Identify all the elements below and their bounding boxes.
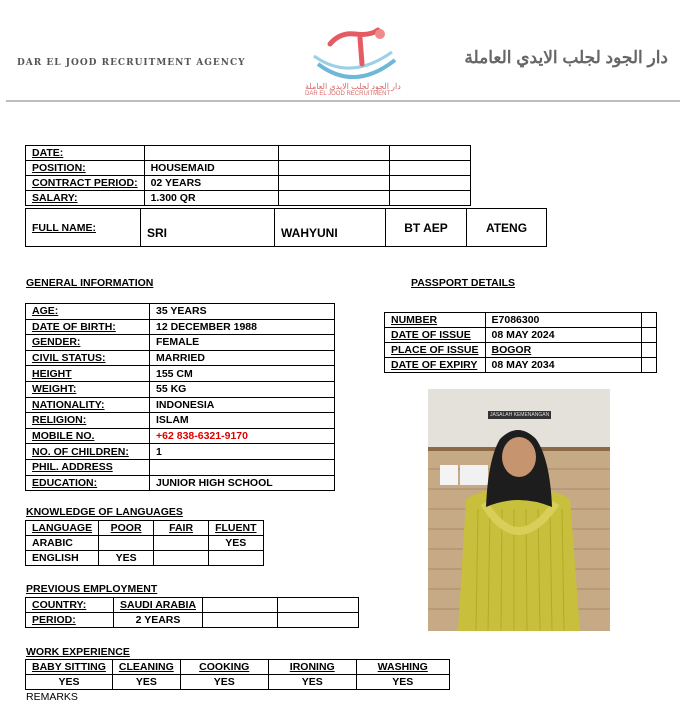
period-label: PERIOD: — [26, 613, 114, 628]
passport-date-of-expiry-label: DATE OF EXPIRY — [385, 358, 486, 373]
empty-cell — [278, 161, 389, 176]
table-row — [26, 475, 335, 491]
previous-employment-title: PREVIOUS EMPLOYMENT — [26, 583, 158, 595]
middle-name: WAHYUNI — [275, 209, 386, 247]
contract-period-label: CONTRACT PERIOD: — [26, 176, 145, 191]
top-info-table — [25, 145, 471, 206]
table-row — [385, 328, 657, 343]
table-row — [385, 358, 657, 373]
work-experience-table — [25, 659, 450, 690]
full-name-table — [25, 208, 547, 247]
language-name: ENGLISH — [26, 551, 99, 566]
empty-cell — [389, 191, 470, 206]
table-row — [26, 413, 335, 429]
position-label: POSITION: — [26, 161, 145, 176]
religion-label: RELIGION: — [26, 413, 150, 429]
full-name-label: FULL NAME: — [26, 209, 141, 247]
empty-cell — [278, 613, 359, 628]
nationality-value: INDONESIA — [150, 397, 335, 413]
date-of-birth-value: 12 DECEMBER 1988 — [150, 319, 335, 335]
logo-text-english: DAR EL JOOD RECRUITMENT — [305, 91, 391, 97]
table-row — [26, 366, 335, 382]
table-row — [26, 304, 335, 320]
experience-header-ironing: IRONING — [268, 660, 356, 675]
experience-value: YES — [268, 675, 356, 690]
empty-cell — [389, 161, 470, 176]
nationality-label: NATIONALITY: — [26, 397, 150, 413]
mobile-no-label: MOBILE NO. — [26, 428, 150, 444]
table-row — [26, 397, 335, 413]
last-name: ATENG — [467, 209, 547, 247]
experience-value: YES — [356, 675, 449, 690]
language-level — [99, 536, 154, 551]
table-row — [26, 675, 450, 690]
passport-date-of-issue-label: DATE OF ISSUE — [385, 328, 486, 343]
header-divider — [6, 100, 680, 102]
height-label: HEIGHT — [26, 366, 150, 382]
experience-header-washing: WASHING — [356, 660, 449, 675]
language-level — [154, 536, 209, 551]
no-of-children-label: NO. OF CHILDREN: — [26, 444, 150, 460]
table-row — [26, 551, 264, 566]
civil-status-label: CIVIL STATUS: — [26, 350, 150, 366]
table-row — [26, 350, 335, 366]
phil-address-value — [150, 459, 335, 475]
weight-label: WEIGHT: — [26, 381, 150, 397]
general-info-table — [25, 303, 335, 491]
table-row — [26, 161, 471, 176]
passport-place-of-issue-value: BOGOR — [485, 343, 641, 358]
language-name: ARABIC — [26, 536, 99, 551]
empty-cell — [641, 313, 656, 328]
language-level: YES — [99, 551, 154, 566]
table-row — [385, 343, 657, 358]
table-row — [26, 176, 471, 191]
table-row — [26, 613, 359, 628]
empty-cell — [389, 176, 470, 191]
empty-cell — [389, 146, 470, 161]
work-experience-title: WORK EXPERIENCE — [26, 646, 130, 658]
table-row — [26, 381, 335, 397]
table-row — [26, 209, 547, 247]
passport-number-label: NUMBER — [385, 313, 486, 328]
height-value: 155 CM — [150, 366, 335, 382]
contract-period-value: 02 YEARS — [144, 176, 278, 191]
experience-header-baby-sitting: BABY SITTING — [26, 660, 113, 675]
phil-address-label: PHIL. ADDRESS — [26, 459, 150, 475]
experience-header-cleaning: CLEANING — [112, 660, 180, 675]
experience-value: YES — [112, 675, 180, 690]
first-name: SRI — [141, 209, 275, 247]
empty-cell — [278, 176, 389, 191]
period-value: 2 YEARS — [114, 613, 203, 628]
agency-name-arabic: دار الجود لجلب الايدي العاملة — [464, 48, 668, 67]
table-row — [26, 428, 335, 444]
date-of-birth-label: DATE OF BIRTH: — [26, 319, 150, 335]
gender-value: FEMALE — [150, 335, 335, 351]
country-value: SAUDI ARABIA — [114, 598, 203, 613]
empty-cell — [203, 598, 278, 613]
passport-place-of-issue-label: PLACE OF ISSUE — [385, 343, 486, 358]
experience-header-cooking: COOKING — [180, 660, 268, 675]
no-of-children-value: 1 — [150, 444, 335, 460]
remarks-label: REMARKS — [26, 691, 78, 703]
empty-cell — [203, 613, 278, 628]
table-row — [26, 319, 335, 335]
logo-figure-icon — [300, 22, 415, 82]
salary-label: SALARY: — [26, 191, 145, 206]
passport-number-value: E7086300 — [485, 313, 641, 328]
table-row — [385, 313, 657, 328]
languages-table — [25, 520, 264, 566]
general-info-title: GENERAL INFORMATION — [26, 277, 154, 289]
table-row — [26, 536, 264, 551]
table-row — [26, 598, 359, 613]
language-level — [154, 551, 209, 566]
education-value: JUNIOR HIGH SCHOOL — [150, 475, 335, 491]
date-value — [144, 146, 278, 161]
employment-table — [25, 597, 359, 628]
gender-label: GENDER: — [26, 335, 150, 351]
civil-status-value: MARRIED — [150, 350, 335, 366]
passport-date-of-issue-value: 08 MAY 2024 — [485, 328, 641, 343]
languages-title: KNOWLEDGE OF LANGUAGES — [26, 506, 183, 518]
empty-cell — [278, 191, 389, 206]
experience-value: YES — [180, 675, 268, 690]
table-row — [26, 191, 471, 206]
language-header-language: LANGUAGE — [26, 521, 99, 536]
table-row — [26, 444, 335, 460]
education-label: EDUCATION: — [26, 475, 150, 491]
salary-value: 1.300 QR — [144, 191, 278, 206]
weight-value: 55 KG — [150, 381, 335, 397]
table-row — [26, 146, 471, 161]
agency-logo — [300, 22, 415, 100]
passport-details-title: PASSPORT DETAILS — [411, 277, 516, 289]
table-row — [26, 521, 264, 536]
person-photo-icon — [428, 389, 610, 631]
father-name: BT AEP — [386, 209, 467, 247]
logo-text-arabic: دار الجود لجلب الايدي العاملة — [305, 82, 401, 91]
language-level — [209, 551, 263, 566]
empty-cell — [278, 146, 389, 161]
religion-value: ISLAM — [150, 413, 335, 429]
language-header-fluent: FLUENT — [209, 521, 263, 536]
empty-cell — [641, 358, 656, 373]
age-value: 35 YEARS — [150, 304, 335, 320]
country-label: COUNTRY: — [26, 598, 114, 613]
candidate-photo — [428, 389, 610, 631]
table-row — [26, 660, 450, 675]
date-label: DATE: — [26, 146, 145, 161]
agency-name-english: DAR EL JOOD RECRUITMENT AGENCY — [17, 58, 246, 68]
passport-table — [384, 312, 657, 373]
language-level: YES — [209, 536, 263, 551]
photo-badge: JASALAH KEMENANGAN — [490, 412, 550, 418]
experience-value: YES — [26, 675, 113, 690]
table-row — [26, 459, 335, 475]
table-row — [26, 335, 335, 351]
mobile-no-value: +62 838-6321-9170 — [150, 428, 335, 444]
passport-date-of-expiry-value: 08 MAY 2034 — [485, 358, 641, 373]
age-label: AGE: — [26, 304, 150, 320]
empty-cell — [641, 328, 656, 343]
empty-cell — [641, 343, 656, 358]
empty-cell — [278, 598, 359, 613]
position-value: HOUSEMAID — [144, 161, 278, 176]
language-header-fair: FAIR — [154, 521, 209, 536]
language-header-poor: POOR — [99, 521, 154, 536]
